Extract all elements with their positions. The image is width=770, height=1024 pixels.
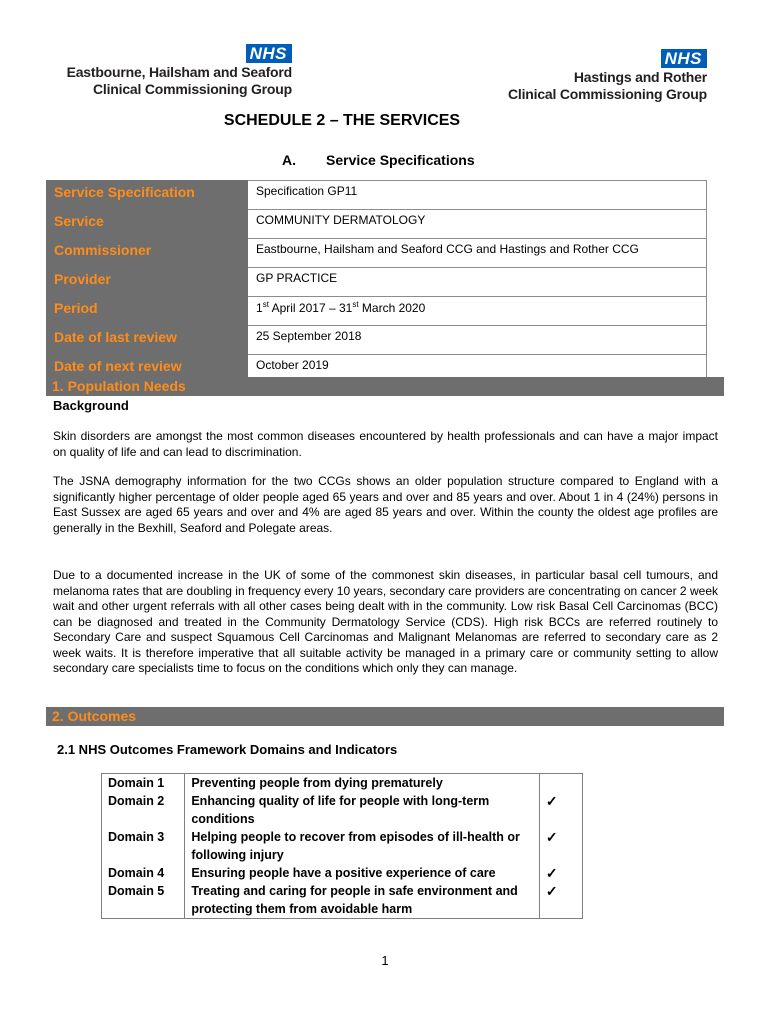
document-title: SCHEDULE 2 – THE SERVICES — [223, 112, 461, 129]
table-row — [47, 326, 707, 355]
paragraph: The JSNA demography information for the two CCGs shows an older population structure compared to England with a significantly higher percentage of older people aged 65 years and over and 85 years and over. About 1 in 4 (24%) persons in East Sussex are aged 65 years and over and 4% are aged 85 years and over. Within the county the oldest age profiles are generally in the Bexhill, Seaford and Polegate areas. — [53, 474, 718, 535]
logo-line-2: Clinical Commissioning Group — [508, 86, 707, 102]
subtitle-letter: A. — [282, 152, 296, 168]
period-start-day: 1 — [256, 301, 263, 315]
domain-label: Domain 3 — [102, 828, 185, 864]
table-row — [102, 864, 583, 882]
row-label: Provider — [47, 268, 248, 297]
table-row — [102, 828, 583, 864]
row-label: Period — [47, 297, 248, 326]
row-value: October 2019 — [248, 355, 707, 384]
paragraph: Due to a documented increase in the UK of some of the commonest skin diseases, in particular basal cell tumours, and melanoma rates that are doubling in frequency every 10 years, secondary care providers are concentrating on cancer 2 week wait and other urgent referrals with all other cases being dealt with in the community. Low risk Basal Cell Carcinomas (BCC) can be diagnosed and treated in the Community Dermatology Service (CDS). High risk BCCs are referred routinely to Secondary Care and suspect Squamous Cell Carcinomas and Malignant Melanomas are referred to secondary care as 2 week waits. It is therefore imperative that all suitable activity be managed in a primary care or community setting to allow secondary care specialists time to focus on the conditions which only they can manage. — [53, 568, 718, 675]
paragraph: Skin disorders are amongst the most common diseases encountered by health professionals and can have a major impact on quality of life and can lead to discrimination. — [53, 429, 718, 459]
outcomes-domain-table — [101, 773, 583, 919]
domain-description: Enhancing quality of life for people with long-term conditions — [185, 792, 539, 828]
logo-line-1: Eastbourne, Hailsham and Seaford — [66, 64, 292, 80]
row-value: 25 September 2018 — [248, 326, 707, 355]
table-row — [47, 268, 707, 297]
table-row — [47, 210, 707, 239]
table-row — [102, 792, 583, 828]
row-label: Date of next review — [47, 355, 248, 384]
table-row — [102, 882, 583, 919]
domain-description: Preventing people from dying prematurely — [185, 774, 539, 793]
row-value: COMMUNITY DERMATOLOGY — [248, 210, 707, 239]
domain-description: Helping people to recover from episodes of ill-health or following injury — [185, 828, 539, 864]
period-end: March 2020 — [358, 301, 426, 315]
row-value: GP PRACTICE — [248, 268, 707, 297]
row-label: Service — [47, 210, 248, 239]
logo-eastbourne-ccg — [46, 44, 292, 98]
table-row — [47, 181, 707, 210]
subtitle-text: Service Specifications — [326, 152, 475, 168]
table-row — [47, 239, 707, 268]
checkmark-icon: ✓ — [539, 864, 582, 882]
section-heading-population-needs: 1. Population Needs — [46, 377, 724, 396]
ordinal-suffix: st — [352, 300, 359, 309]
row-value: Specification GP11 — [248, 181, 707, 210]
domain-description: Ensuring people have a positive experience of care — [185, 864, 539, 882]
ordinal-suffix: st — [262, 300, 269, 309]
page-number: 1 — [381, 953, 389, 968]
checkmark-icon: ✓ — [539, 792, 582, 828]
logo-line-1: Hastings and Rother — [573, 69, 707, 85]
outcomes-subheading: 2.1 NHS Outcomes Framework Domains and Indicators — [57, 742, 398, 757]
checkmark-icon: ✓ — [539, 882, 582, 919]
table-row — [102, 774, 583, 793]
background-heading: Background — [53, 398, 129, 413]
table-row — [47, 297, 707, 326]
domain-label: Domain 2 — [102, 792, 185, 828]
section-heading-outcomes: 2. Outcomes — [46, 707, 724, 726]
nhs-logo: NHS — [246, 44, 292, 63]
row-value: Eastbourne, Hailsham and Seaford CCG and Hastings and Rother CCG — [248, 239, 707, 268]
domain-label: Domain 1 — [102, 774, 185, 793]
row-value-period — [248, 297, 707, 326]
logo-line-2: Clinical Commissioning Group — [93, 81, 292, 97]
logo-hastings-ccg — [470, 49, 707, 103]
nhs-logo: NHS — [661, 49, 707, 68]
service-spec-table — [46, 180, 707, 384]
domain-label: Domain 5 — [102, 882, 185, 919]
period-middle: April 2017 – 31 — [268, 301, 353, 315]
row-label: Date of last review — [47, 326, 248, 355]
domain-description: Treating and caring for people in safe environment and protecting them from avoidable harm — [185, 882, 539, 919]
section-subtitle — [282, 152, 475, 168]
row-label: Service Specification — [47, 181, 248, 210]
row-label: Commissioner — [47, 239, 248, 268]
checkmark-icon: ✓ — [539, 828, 582, 864]
checkmark-icon — [539, 774, 582, 793]
domain-label: Domain 4 — [102, 864, 185, 882]
